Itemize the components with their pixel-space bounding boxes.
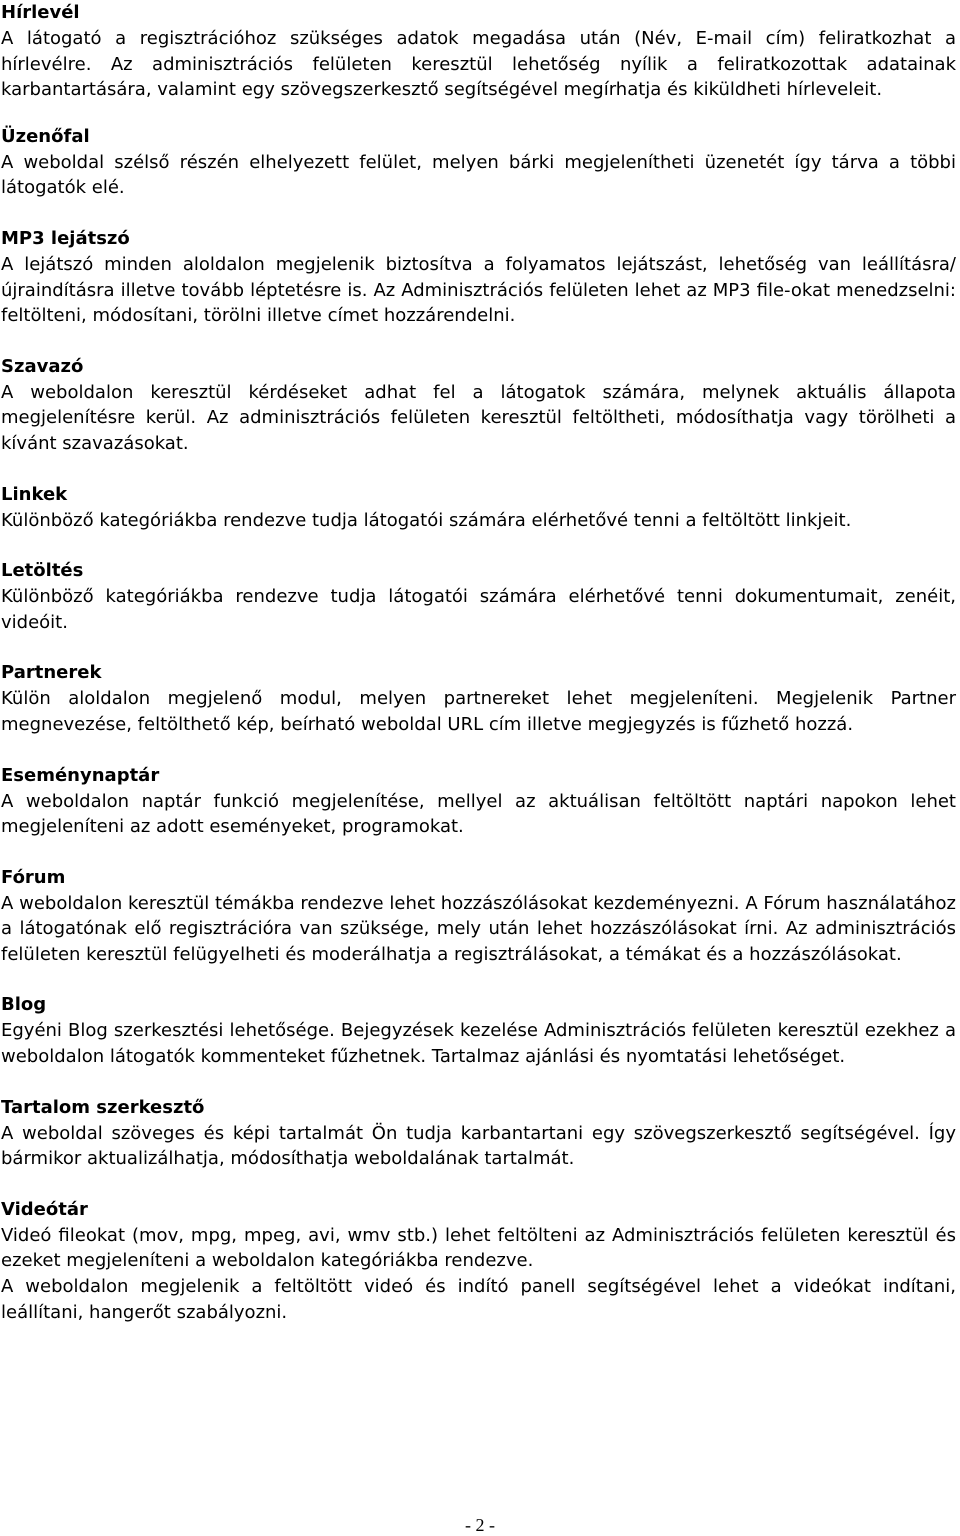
section-partnerek — [1, 660, 956, 737]
section-videotar — [1, 1197, 956, 1325]
section-tartalom-szerkeszto — [1, 1095, 956, 1172]
section-paragraph: A weboldal szöveges és képi tartalmát Ön tudja karbantartani egy szövegszerkesztő segítségével. Így bármikor aktualizálhatja, módosíthatja weboldalának tartalmát. — [1, 1122, 956, 1170]
section-heading: Blog — [1, 994, 47, 1016]
section-heading: Üzenőfal — [1, 125, 90, 147]
section-heading: Fórum — [1, 866, 66, 888]
section-paragraph: Külön aloldalon megjelenő modul, melyen partnereket lehet megjeleníteni. Megjelenik Partner megnevezése, feltölthető kép, beírható weboldal URL cím illetve megjegyzés is fűzhető hozzá. — [1, 688, 956, 735]
section-heading: Tartalom szerkesztő — [1, 1096, 205, 1118]
section-heading: Linkek — [1, 483, 68, 505]
section-paragraph: A weboldalon keresztül kérdéseket adhat fel a látogatok számára, melynek aktuális állapota megjelenítésre kerül. Az adminisztrációs felületen keresztül feltöltheti, módosíthatja vagy törölheti a kívánt szavazásokat. — [1, 381, 956, 454]
section-esemenynaptar — [1, 763, 956, 840]
section-forum — [1, 865, 956, 968]
document-body — [1, 0, 956, 1325]
section-paragraph: A weboldalon megjelenik a feltöltött videó és indító panell segítségével lehet a videókat indítani, leállítani, hangerőt szabályozni. — [1, 1276, 956, 1323]
page-number: - 2 - — [465, 1515, 495, 1535]
section-linkek — [1, 482, 956, 534]
section-paragraph: A weboldalon naptár funkció megjelenítése, mellyel az aktuálisan feltöltött naptári napokon lehet megjeleníteni az adott eseményeket, programokat. — [1, 790, 956, 838]
section-heading: Partnerek — [1, 662, 102, 684]
section-paragraph: Különböző kategóriákba rendezve tudja látogatói számára elérhetővé tenni a feltöltött linkjeit. — [1, 509, 852, 531]
section-heading: Szavazó — [1, 355, 84, 377]
section-paragraph: Egyéni Blog szerkesztési lehetősége. Bejegyzések kezelése Adminisztrációs felületen keresztül ezekhez a weboldalon látogatók kommenteket fűzhetnek. Tartalmaz ajánlási és nyomtatási lehetőséget. — [1, 1020, 956, 1068]
section-blog — [1, 992, 956, 1069]
section-heading: Hírlevél — [1, 2, 80, 23]
section-uzenofal — [1, 124, 956, 201]
section-paragraph: A látogató a regisztrációhoz szükséges adatok megadása után (Név, E-mail cím) feliratkozhat a hírlevélre. Az adminisztrációs felületen keresztül lehetőség nyílik a feliratkozottak adatainak karbantartására, valamint egy szövegszerkesztő segítségével megírhatja és kiküldheti hírleveleit. — [1, 28, 956, 101]
section-mp3-lejatszo — [1, 226, 956, 329]
section-heading: Videótár — [1, 1198, 88, 1220]
section-paragraph: A weboldalon keresztül témákba rendezve lehet hozzászólásokat kezdeményezni. A Fórum használatához a látogatónak elő regisztrációra van szüksége, mely után lehet hozzászólásokat írni. Az adminisztrációs felületen keresztül felügyelheti és moderálhatja a regisztrálásokat, a témákat és a hozzászólásokat. — [1, 892, 956, 965]
section-paragraph: A weboldal szélső részén elhelyezett felület, melyen bárki megjelenítheti üzenetét így tárva a többi látogatók elé. — [1, 151, 956, 199]
section-heading: Letöltés — [1, 560, 84, 582]
section-hirlevel — [1, 0, 956, 103]
section-paragraph: A lejátszó minden aloldalon megjelenik biztosítva a folyamatos lejátszást, lehetőség van leállításra/újraindításra illetve tovább léptetésre is. Az Adminisztrációs felületen lehet az MP3 file-okat menedzselni: feltölteni, módosítani, törölni illetve címet hozzárendelni. — [1, 253, 956, 327]
section-letoltes — [1, 558, 956, 635]
section-paragraph: Különböző kategóriákba rendezve tudja látogatói számára elérhetővé tenni dokumentumait, zenéit, videóit. — [1, 586, 956, 633]
section-paragraph: Videó fileokat (mov, mpg, mpeg, avi, wmv stb.) lehet feltölteni az Adminisztrációs felületen keresztül és ezeket megjeleníteni a weboldalon kategóriákba rendezve. — [1, 1224, 956, 1272]
section-heading: MP3 lejátszó — [1, 227, 130, 249]
section-szavazo — [1, 354, 956, 457]
section-heading: Eseménynaptár — [1, 764, 160, 786]
